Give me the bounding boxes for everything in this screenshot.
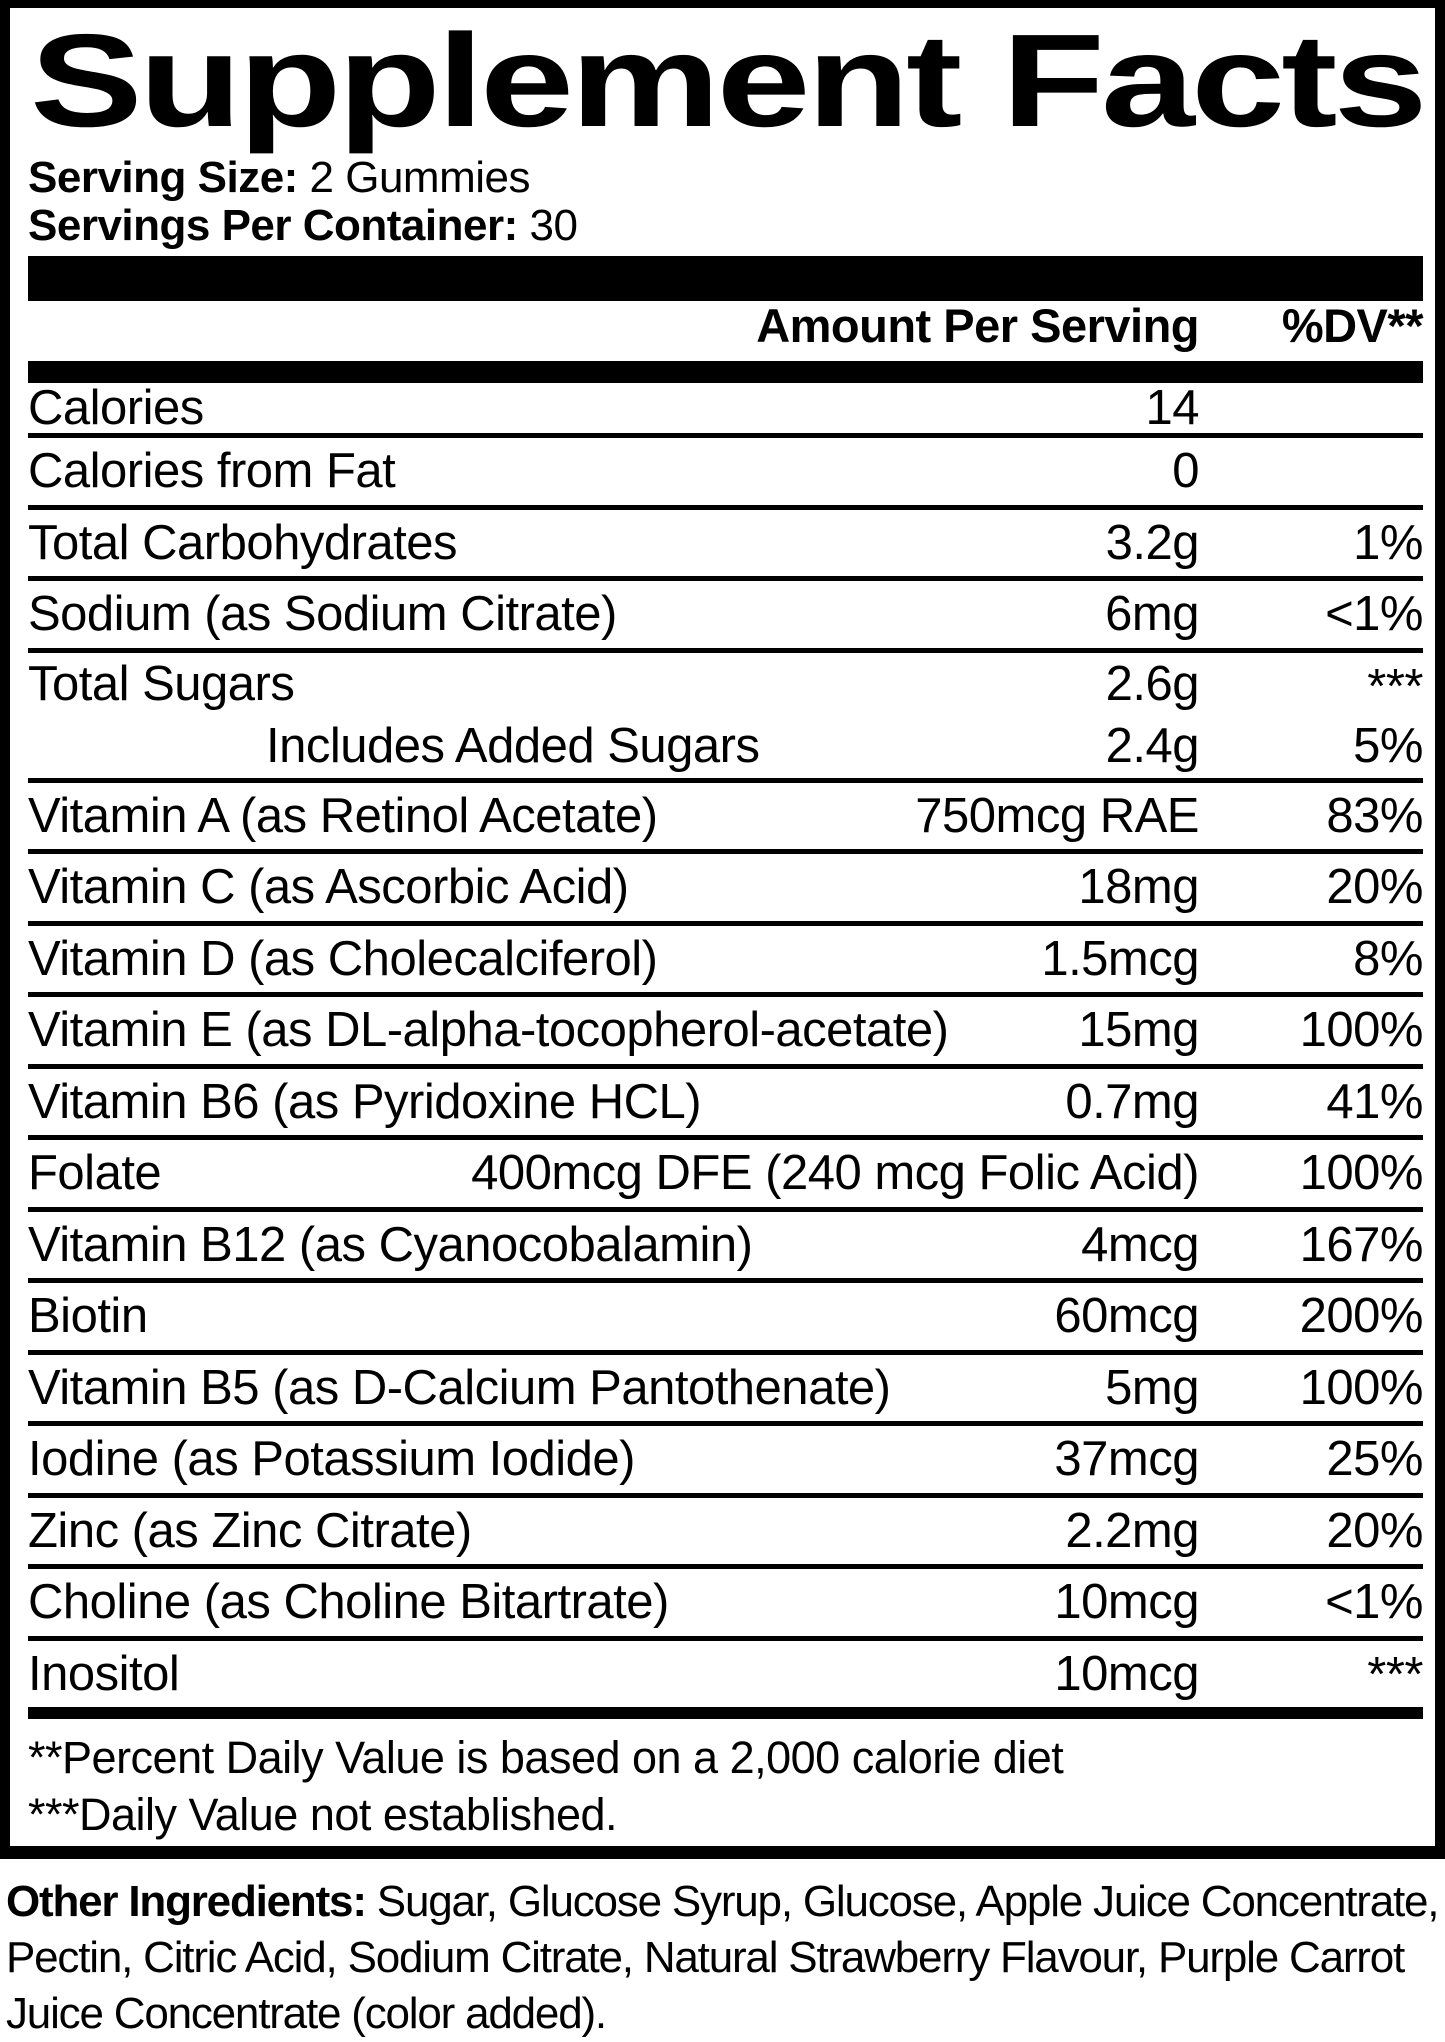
nutrient-row [28,438,1423,510]
nutrient-dv: 83% [1326,788,1423,843]
nutrient-row [28,1426,1423,1498]
nutrient-amount: 18mg [1078,860,1199,915]
nutrient-dv: 200% [1299,1289,1423,1344]
serving-size-label: Serving Size: [28,153,298,202]
panel-title-wrap [28,7,1424,154]
nutrient-label: Calories from Fat [28,444,396,499]
nutrient-label: Vitamin E (as DL-alpha-tocopherol-acetate) [28,1003,949,1058]
nutrient-row [28,653,1423,716]
divider-bar-thick [28,256,1423,301]
serving-size-line [28,154,1423,202]
nutrient-amount: 2.4g [1105,719,1199,774]
nutrient-dv: <1% [1325,1575,1423,1630]
nutrient-label: Vitamin B6 (as Pyridoxine HCL) [28,1074,702,1129]
other-ingredients-label: Other Ingredients: [6,1877,366,1926]
nutrient-label: Vitamin A (as Retinol Acetate) [28,788,658,843]
nutrient-label: Folate [28,1146,162,1201]
nutrient-amount: 10mcg [1054,1575,1199,1630]
servings-per-container-value: 30 [517,201,578,250]
nutrient-label: Vitamin D (as Cholecalciferol) [28,931,658,986]
nutrient-row [28,1498,1423,1570]
servings-per-container-label: Servings Per Container: [28,201,518,250]
nutrient-row [28,1283,1423,1355]
nutrient-rows [28,383,1423,1707]
nutrient-label: Includes Added Sugars [266,719,760,774]
nutrient-dv: 100% [1299,1146,1423,1201]
nutrient-amount: 10mcg [1054,1646,1199,1701]
nutrient-dv: <1% [1325,587,1423,642]
nutrient-dv: 41% [1326,1074,1423,1129]
nutrient-amount: 3.2g [1105,515,1199,570]
nutrient-label: Vitamin B5 (as D-Calcium Pantothenate) [28,1360,891,1415]
nutrient-row [28,1140,1423,1212]
nutrient-label: Zinc (as Zinc Citrate) [28,1503,472,1558]
serving-size-value: 2 Gummies [297,153,530,202]
nutrient-row [28,510,1423,582]
nutrient-label: Biotin [28,1289,148,1344]
nutrient-dv: *** [1367,659,1423,714]
nutrient-label: Vitamin B12 (as Cyanocobalamin) [28,1217,753,1272]
nutrient-label: Sodium (as Sodium Citrate) [28,587,617,642]
nutrient-dv: 25% [1326,1432,1423,1487]
nutrient-amount: 0.7mg [1065,1074,1199,1129]
nutrient-row [28,1069,1423,1141]
nutrient-amount: 2.6g [1105,656,1199,711]
nutrient-amount: 0 [1172,444,1199,499]
nutrient-dv: 8% [1353,931,1423,986]
amount-column-header: Amount Per Serving [756,299,1199,352]
nutrient-label: Inositol [28,1646,180,1701]
nutrient-row [28,715,1423,783]
nutrient-dv: 1% [1353,515,1423,570]
footnote-daily-value: **Percent Daily Value is based on a 2,000 calorie diet [28,1732,1064,1783]
nutrient-label: Calories [28,381,204,435]
nutrient-row [28,581,1423,653]
nutrient-amount: 2.2mg [1065,1503,1199,1558]
nutrient-dv: 20% [1326,860,1423,915]
panel-inner [10,7,1435,1843]
nutrient-amount: 6mg [1105,587,1199,642]
nutrient-row [28,854,1423,926]
nutrient-label: Total Sugars [28,656,295,711]
nutrient-dv: 167% [1299,1217,1423,1272]
nutrient-row [28,1569,1423,1641]
other-ingredients-text: Sugar, Glucose Syrup, Glucose, Apple Juice Concentrate, Pectin, Citric Acid, Sodium Citrate, Natural Strawberry Flavour, Purple Carrot Juice Concentrate (color added). [6,1877,1439,2038]
nutrient-amount: 15mg [1078,1003,1199,1058]
nutrient-dv: 100% [1299,1360,1423,1415]
footnotes [28,1719,1423,1843]
divider-bar-thin [28,1707,1423,1719]
nutrient-row [28,383,1423,438]
nutrient-amount: 37mcg [1054,1432,1199,1487]
other-ingredients [6,1874,1443,2042]
nutrient-row [28,1355,1423,1427]
nutrient-row [28,997,1423,1069]
nutrient-row [28,1212,1423,1284]
nutrient-row [28,1641,1423,1708]
nutrient-amount: 5mg [1105,1360,1199,1415]
panel-title: Supplement Facts [30,7,1424,154]
nutrient-label: Total Carbohydrates [28,515,458,570]
nutrient-dv: 20% [1326,1503,1423,1558]
nutrient-amount: 60mcg [1054,1289,1199,1344]
nutrient-dv: 5% [1353,719,1423,774]
nutrient-amount: 4mcg [1081,1217,1199,1272]
nutrient-amount: 1.5mcg [1041,931,1199,986]
nutrient-label: Choline (as Choline Bitartrate) [28,1575,669,1630]
servings-per-container-line [28,202,1423,250]
column-header-row [28,301,1423,359]
nutrient-row [28,926,1423,998]
nutrient-dv: 100% [1299,1003,1423,1058]
nutrient-label: Iodine (as Potassium Iodide) [28,1432,635,1487]
nutrient-amount: 400mcg DFE (240 mcg Folic Acid) [471,1146,1199,1201]
nutrient-dv: *** [1367,1647,1423,1702]
dv-column-header: %DV** [1281,299,1423,352]
nutrient-row [28,783,1423,855]
nutrient-amount: 14 [1145,381,1199,435]
nutrient-label: Vitamin C (as Ascorbic Acid) [28,860,629,915]
footnote-not-established: ***Daily Value not established. [28,1789,618,1840]
nutrient-amount: 750mcg RAE [915,788,1199,843]
